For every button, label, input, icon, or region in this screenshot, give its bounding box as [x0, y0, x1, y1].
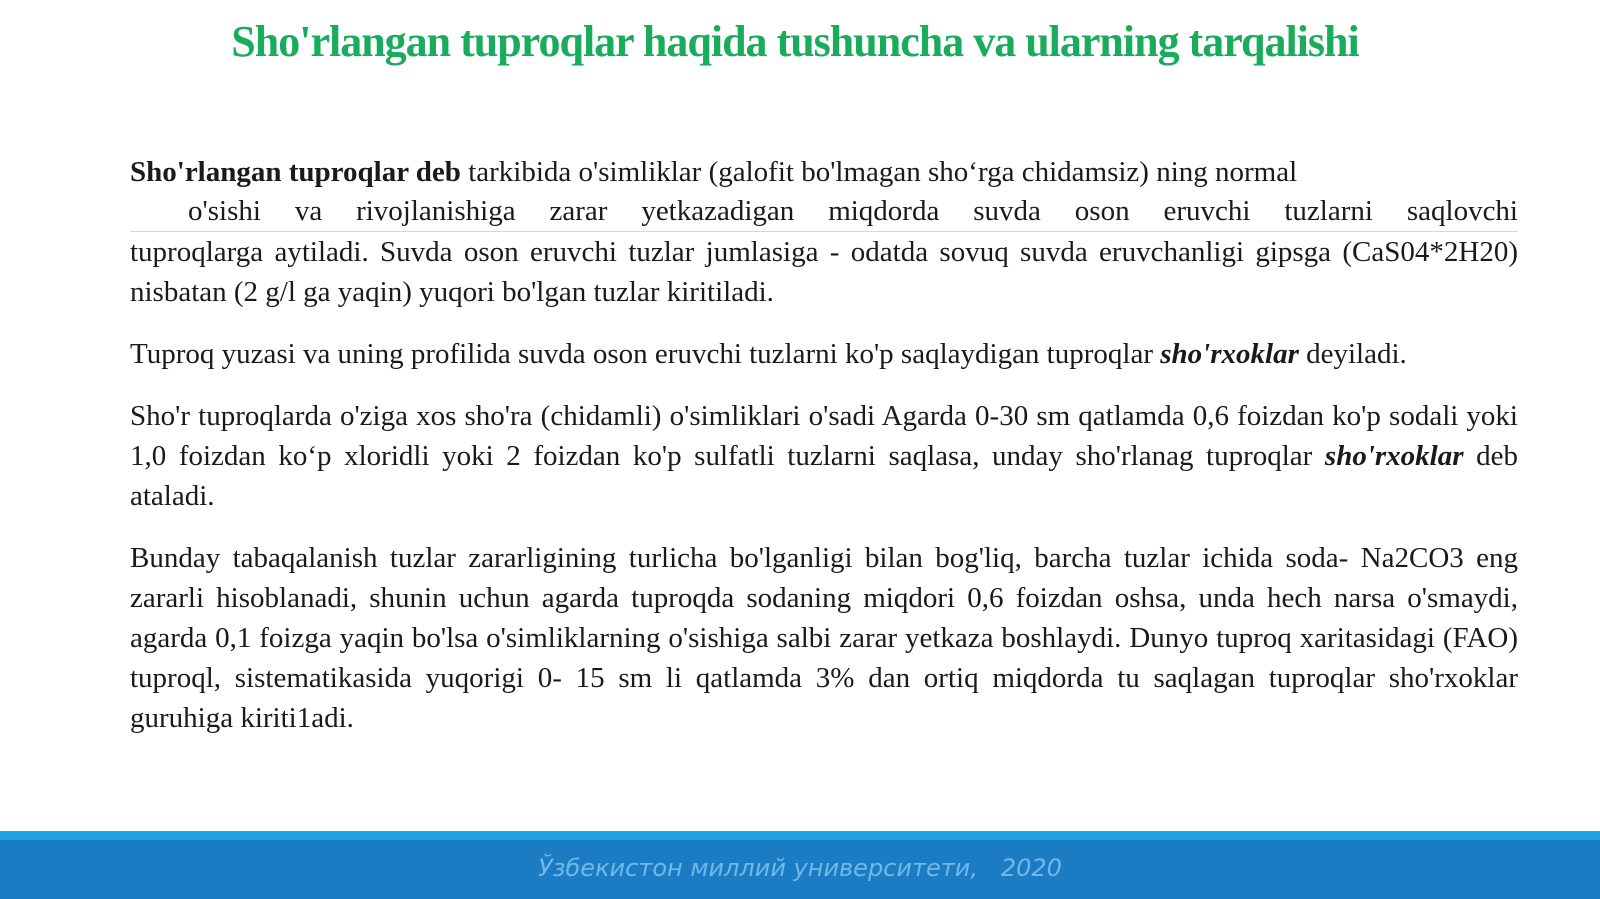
footer-accent-line	[0, 831, 1600, 840]
paragraph-text: Sho'r tuproqlarda o'ziga xos sho'ra (chidamli) o'simliklari o'sadi Agarda 0-30 sm qatlamda 0,6 foizdan ko'p sodali yoki 1,0 foizdan ko‘p xloridli yoki 2 foizdan ko'p sulfatli tuzlarni saqlasa, unday sho'rlanag tuproqlar	[130, 400, 1518, 472]
paragraph-classification: Bunday tabaqalanish tuzlar zararligining turlicha bo'lganligi bilan bog'liq, barcha tuzlar ichida soda- Na2CO3 eng zararli hisoblanadi, shunin uchun agarda tuproqda sodaning miqdori 0,6 foizdan oshsa, unda hech narsa o'smaydi, agarda 0,1 foizga yaqin bo'lsa o'simliklarning o'sishiga salbi zarar yetkaza boshlaydi. Dunyo tuproq xaritasidagi (FAO) tuproql, sistematikasida yuqorigi 0- 15 sm li qatlamda 3% dan ortiq miqdorda tu saqlagan tuproqlar sho'rxoklar guruhiga kiriti1adi.	[130, 542, 1518, 734]
definition-term: Sho'rlangan tuproqlar deb	[130, 156, 461, 188]
paragraph-definition-rest: tuproqlarga aytiladi. Suvda oson eruvchi tuzlar jumlasiga - odatda sovuq suvda eruvchanligi gipsga (CaS04*2H20) nisbatan (2 g/l ga yaqin) yuqori bo'lgan tuzlar kiritiladi.	[130, 236, 1518, 308]
footer-band	[0, 840, 1600, 899]
paragraph-text: deyiladi.	[1298, 338, 1407, 370]
paragraph-text: deb ataladi.	[130, 440, 1518, 512]
paragraph-definition-line2: o'sishi va rivojlanishiga zarar yetkazadigan miqdorda suvda oson eruvchi tuzlarni saqlovchi	[130, 192, 1518, 232]
emphasis-term: sho'rxoklar	[1160, 338, 1299, 370]
definition-line1-text: tarkibida o'simliklar (galofit bo'lmagan sho‘rga chidamsiz) ning normal	[460, 156, 1298, 188]
paragraph-text: Tuproq yuzasi va uning profilida suvda oson eruvchi tuzlarni ko'p saqlaydigan tuproqlar	[130, 338, 1161, 370]
emphasis-term: sho'rxoklar	[1324, 440, 1464, 472]
slide-title: Sho'rlangan tuproqlar haqida tushuncha va ularning tarqalishi	[231, 17, 1359, 66]
paragraph-definition	[130, 152, 1518, 312]
footer-text: Ўзбекистон миллий университети, 2020	[538, 854, 1062, 882]
paragraph-salt-thresholds	[130, 396, 1518, 516]
paragraph-definition-line1	[130, 152, 1518, 192]
paragraph-solonchak-definition	[130, 334, 1518, 374]
slide-body	[130, 152, 1518, 760]
